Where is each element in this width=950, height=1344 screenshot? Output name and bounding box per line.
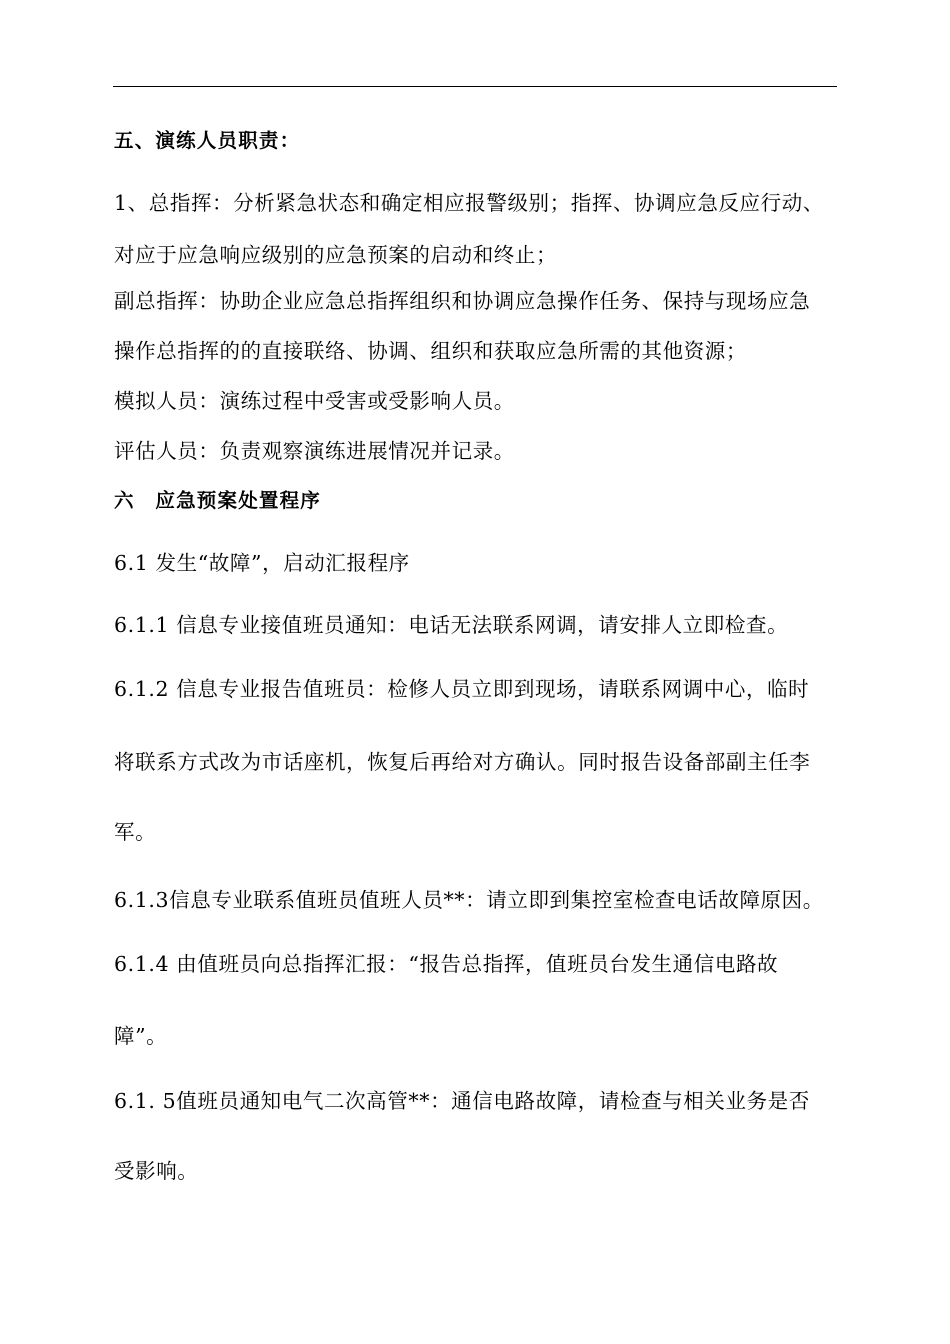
paragraph-line: 障”。	[114, 1024, 168, 1048]
paragraph-line: 对应于应急响应级别的应急预案的启动和终止；	[114, 243, 558, 267]
paragraph-line: 1、总指挥：分析紧急状态和确定相应报警级别；指挥、协调应急反应行动、	[114, 191, 824, 215]
paragraph-line: 受影响。	[114, 1159, 199, 1183]
section-5-heading: 五、演练人员职责：	[114, 129, 301, 152]
paragraph-line: 副总指挥：协助企业应急总指挥组织和协调应急操作任务、保持与现场应急	[114, 289, 811, 313]
paragraph-line: 6.1. 5值班员通知电气二次高管**：通信电路故障，请检查与相关业务是否	[114, 1089, 810, 1113]
section-6-heading: 六 应急预案处置程序	[114, 489, 322, 512]
paragraph-line: 6.1.2 信息专业报告值班员：检修人员立即到现场，请联系网调中心，临时	[114, 677, 810, 701]
paragraph-line: 6.1.3信息专业联系值班员值班人员**：请立即到集控室检查电话故障原因。	[114, 888, 824, 912]
paragraph-line: 评估人员：负责观察演练进展情况并记录。	[114, 439, 515, 463]
paragraph-line: 6.1.4 由值班员向总指挥汇报：“报告总指挥，值班员台发生通信电路故	[114, 952, 779, 976]
paragraph-line: 6.1 发生“故障”，启动汇报程序	[114, 551, 410, 575]
paragraph-line: 军。	[114, 820, 157, 844]
paragraph-line: 模拟人员：演练过程中受害或受影响人员。	[114, 389, 515, 413]
paragraph-line: 6.1.1 信息专业接值班员通知：电话无法联系网调，请安排人立即检查。	[114, 613, 789, 637]
paragraph-line: 将联系方式改为市话座机，恢复后再给对方确认。同时报告设备部副主任李	[114, 750, 811, 774]
header-rule	[113, 86, 837, 87]
paragraph-line: 操作总指挥的的直接联络、协调、组织和获取应急所需的其他资源；	[114, 339, 747, 363]
